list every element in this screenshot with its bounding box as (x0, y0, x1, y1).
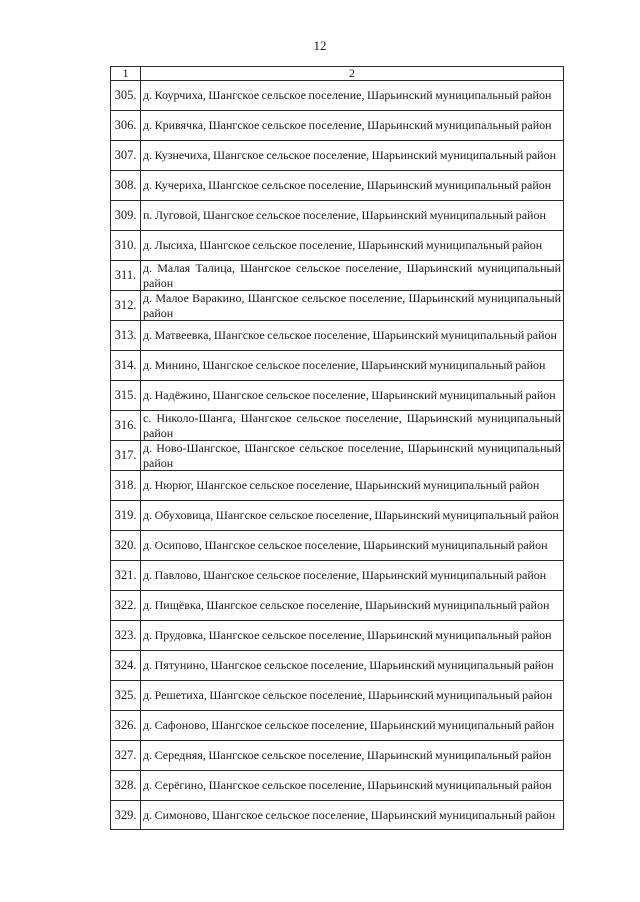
table-row (111, 561, 564, 591)
settlement-name: д. Решетиха, Шангское сельское поселение, Шарьинский муниципальный район (141, 681, 564, 711)
table-row (111, 141, 564, 171)
table-row (111, 441, 564, 471)
row-number: 312. (111, 291, 141, 321)
settlement-name: д. Пятунино, Шангское сельское поселение, Шарьинский муниципальный район (141, 651, 564, 681)
row-number: 311. (111, 261, 141, 291)
settlement-name: д. Пищёвка, Шангское сельское поселение, Шарьинский муниципальный район (141, 591, 564, 621)
row-number: 308. (111, 171, 141, 201)
settlement-name: д. Ново-Шангское, Шангское сельское поселение, Шарьинский муниципальный район (141, 441, 564, 471)
row-number: 323. (111, 621, 141, 651)
table-row (111, 711, 564, 741)
row-number: 321. (111, 561, 141, 591)
settlement-name: д. Малое Варакино, Шангское сельское поселение, Шарьинский муниципальный район (141, 291, 564, 321)
table-row (111, 381, 564, 411)
table-row (111, 651, 564, 681)
row-number: 315. (111, 381, 141, 411)
table-row (111, 771, 564, 801)
settlement-name: д. Прудовка, Шангское сельское поселение, Шарьинский муниципальный район (141, 621, 564, 651)
table-row (111, 741, 564, 771)
settlement-name: д. Осипово, Шангское сельское поселение, Шарьинский муниципальный район (141, 531, 564, 561)
table-header-row (111, 67, 564, 81)
row-number: 314. (111, 351, 141, 381)
row-number: 316. (111, 411, 141, 441)
row-number: 305. (111, 81, 141, 111)
settlement-name: д. Сафоново, Шангское сельское поселение, Шарьинский муниципальный район (141, 711, 564, 741)
table-row (111, 171, 564, 201)
row-number: 318. (111, 471, 141, 501)
settlement-name: д. Павлово, Шангское сельское поселение, Шарьинский муниципальный район (141, 561, 564, 591)
table-row (111, 501, 564, 531)
row-number: 328. (111, 771, 141, 801)
settlement-name: д. Коурчиха, Шангское сельское поселение, Шарьинский муниципальный район (141, 81, 564, 111)
table-row (111, 231, 564, 261)
table-row (111, 81, 564, 111)
row-number: 327. (111, 741, 141, 771)
row-number: 306. (111, 111, 141, 141)
row-number: 329. (111, 801, 141, 830)
row-number: 313. (111, 321, 141, 351)
row-number: 320. (111, 531, 141, 561)
settlement-name: д. Симоново, Шангское сельское поселение, Шарьинский муниципальный район (141, 801, 564, 830)
row-number: 326. (111, 711, 141, 741)
row-number: 309. (111, 201, 141, 231)
settlement-name: д. Нюрюг, Шангское сельское поселение, Шарьинский муниципальный район (141, 471, 564, 501)
settlement-name: д. Надёжино, Шангское сельское поселение, Шарьинский муниципальный район (141, 381, 564, 411)
settlement-name: д. Кучериха, Шангское сельское поселение, Шарьинский муниципальный район (141, 171, 564, 201)
settlement-name: д. Малая Талица, Шангское сельское поселение, Шарьинский муниципальный район (141, 261, 564, 291)
column-header-name: 2 (141, 67, 564, 81)
table-header (111, 67, 564, 81)
table-row (111, 291, 564, 321)
table-row (111, 111, 564, 141)
settlement-name: с. Николо-Шанга, Шангское сельское поселение, Шарьинский муниципальный район (141, 411, 564, 441)
row-number: 310. (111, 231, 141, 261)
settlement-name: д. Минино, Шангское сельское поселение, Шарьинский муниципальный район (141, 351, 564, 381)
row-number: 307. (111, 141, 141, 171)
table-row (111, 591, 564, 621)
row-number: 322. (111, 591, 141, 621)
table-row (111, 801, 564, 830)
table-row (111, 531, 564, 561)
settlements-table (110, 66, 564, 830)
table-row (111, 261, 564, 291)
table-row (111, 621, 564, 651)
row-number: 325. (111, 681, 141, 711)
table-row (111, 351, 564, 381)
settlement-name: д. Матвеевка, Шангское сельское поселение, Шарьинский муниципальный район (141, 321, 564, 351)
table-row (111, 681, 564, 711)
page-number: 12 (313, 38, 327, 53)
table-body (111, 81, 564, 830)
settlement-name: д. Серёгино, Шангское сельское поселение, Шарьинский муниципальный район (141, 771, 564, 801)
settlement-name: д. Обуховица, Шангское сельское поселение, Шарьинский муниципальный район (141, 501, 564, 531)
settlement-name: д. Середняя, Шангское сельское поселение, Шарьинский муниципальный район (141, 741, 564, 771)
settlement-name: д. Кузнечиха, Шангское сельское поселение, Шарьинский муниципальный район (141, 141, 564, 171)
row-number: 324. (111, 651, 141, 681)
row-number: 319. (111, 501, 141, 531)
table-row (111, 321, 564, 351)
settlement-name: д. Лысиха, Шангское сельское поселение, Шарьинский муниципальный район (141, 231, 564, 261)
settlement-name: п. Луговой, Шангское сельское поселение, Шарьинский муниципальный район (141, 201, 564, 231)
table-row (111, 201, 564, 231)
column-header-number: 1 (111, 67, 141, 81)
table-row (111, 471, 564, 501)
table-row (111, 411, 564, 441)
settlement-name: д. Кривячка, Шангское сельское поселение, Шарьинский муниципальный район (141, 111, 564, 141)
row-number: 317. (111, 441, 141, 471)
